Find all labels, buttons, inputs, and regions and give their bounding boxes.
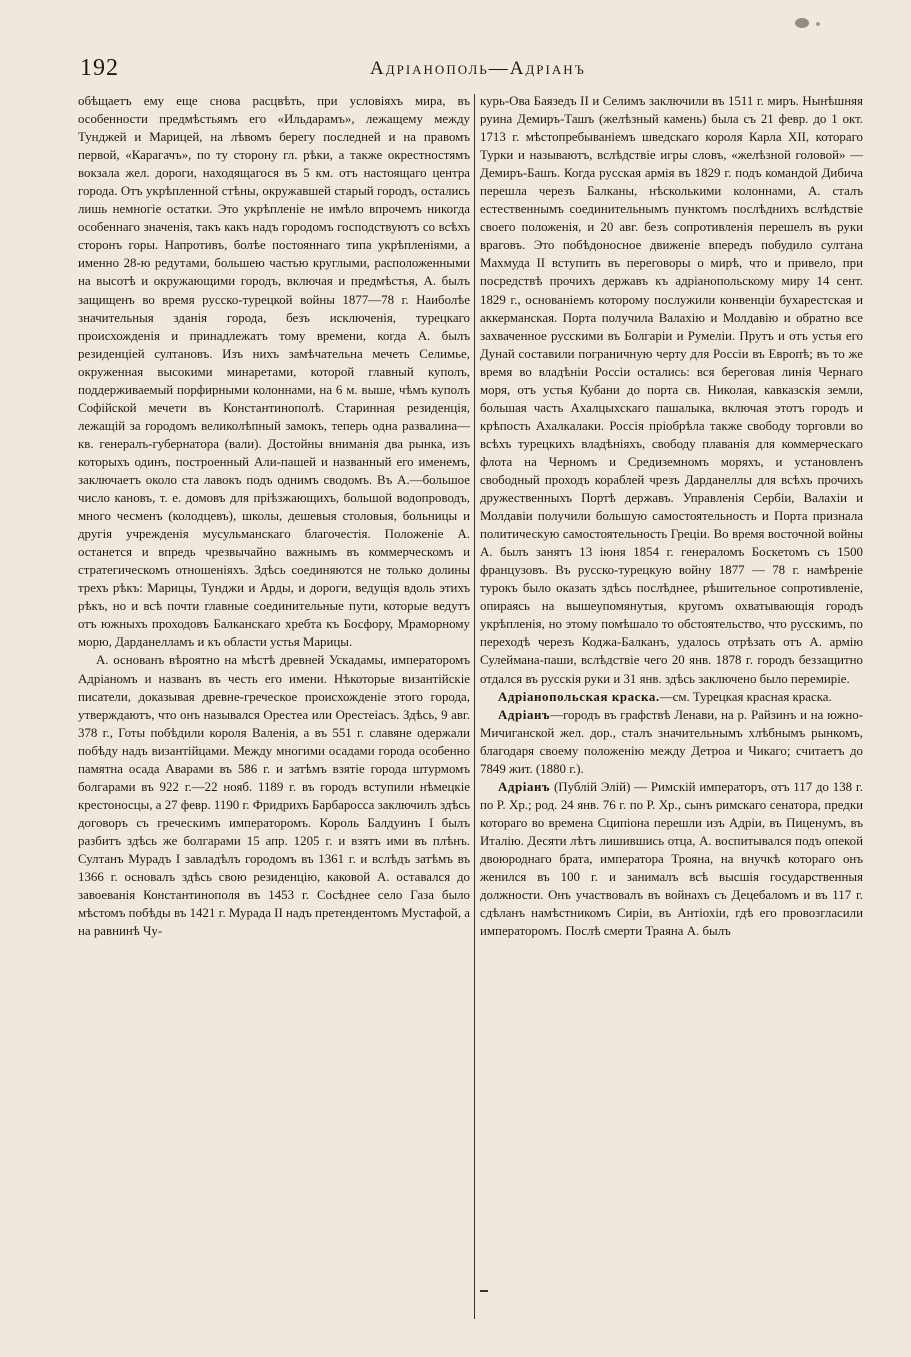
left-paragraph-2: А. основанъ вѣроятно на мѣстѣ древней Ускадамы, императоромъ Адріаномъ и названъ въ честь его имени. Нѣкоторые византійскіе писатели, доказывая древне-греческое происхожденіе этого города, утверждаютъ, что онъ назывался Орестеа или Орестеіасъ. Здѣсь, 9 авг. 378 г., Готы побѣдили короля Валенія, а въ 551 г. славяне одержали побѣду надъ византійцами. Между многими осадами города особенно памятна осада Аварами въ 586 г. и затѣмъ взятіе города штурмомъ болгарами въ 922 г.—22 нояб. 1189 г. въ городъ вступили нѣмецкіе крестоносцы, а 27 февр. 1190 г. Фридрихъ Барбаросса заключилъ здѣсь договоръ съ греческимъ императоромъ. Король Балдуинъ I былъ разбитъ здѣсь же болгарами 15 апр. 1205 г. и взятъ ими въ плѣнъ. Султанъ Мурадъ I завладѣлъ городомъ въ 1361 г. и вслѣдъ затѣмъ въ 1366 г. основалъ здѣсь свою резиденцію, каковой А. оставался до завоеванія Константинополя въ 1453 г. Сосѣднее село Газа было мѣстомъ побѣды въ 1421 г. Мурада II надъ претендентомъ Мустафой, а на равнинѣ Чу- — [78, 653, 470, 939]
entry-term: Адріанопольская краска. — [498, 689, 660, 704]
page-header — [80, 55, 830, 85]
entry-adrian-emperor — [480, 778, 863, 940]
entry-text: (Публій Элій) — Римскій императоръ, отъ 117 до 138 г. по Р. Хр.; род. 24 янв. 76 г. по Р. Хр., сынъ римскаго сенатора, предки котораго во времена Сципіона перешли изъ Адріи, въ Пиценумъ, въ Италію. Десяти лѣтъ лишившись отца, А. воспитывался подъ опекой двоюроднаго брата, императора Трояна, на внучкѣ котораго онъ женился въ 100 г. и занималъ всѣ высшія государственныя должности. Онъ участвовалъ въ войнахъ съ Децебаломъ и въ 117 г. сдѣланъ намѣстникомъ Сиріи, въ Антіохіи, гдѣ его провозгласили императоромъ. Послѣ смерти Траяна А. былъ — [480, 779, 863, 939]
running-title: Адріанополь—Адріанъ — [370, 58, 586, 79]
footer-mark — [480, 1290, 488, 1292]
right-column — [480, 92, 863, 940]
column-divider — [474, 94, 475, 1319]
ink-dot — [816, 22, 820, 26]
entry-adrian-city — [480, 706, 863, 778]
entry-text: —городъ въ графствѣ Ленави, на р. Райзинъ и на южно-Мичиганской жел. дор., сталъ значительнымъ хлѣбнымъ рынкомъ, благодаря своему положенію между Детроа и Чикаго; считаетъ до 7849 жит. (1880 г.). — [480, 707, 863, 776]
entry-adrianopolskaya-kraska — [480, 688, 863, 706]
right-paragraph-1: курь-Ова Баязедъ II и Селимъ заключили въ 1511 г. миръ. Нынѣшняя руина Демиръ-Ташъ (желѣзный камень) была съ 21 февр. до 1 окт. 1713 г. мѣстопребываніемъ шведскаго короля Карла XII, котораго Турки и называютъ, вслѣдствіе игры словъ, «желѣзной головой» — Демиръ-Башъ. Когда русская армія въ 1829 г. подъ командой Дибича перешла черезъ Балканы, нѣсколькими колоннами, А. сталъ естественнымъ соединительнымъ пунктомъ послѣднихъ вслѣдствіе своего положенія, и 20 авг. безъ сопротивленія перешелъ въ руки враговъ. Это побѣдоносное движеніе впередъ побудило султана Махмуда II вступить въ переговоры о мирѣ, что и привело, при посредствѣ прочихъ державъ къ адріанопольскому миру 14 сент. 1829 г., основаніемъ которому послужили конвенціи бухарестская и аккерманская. Порта получила Валахію и Молдавію и обратно все захваченное русскими въ Болгаріи и Румеліи. Прутъ и отъ устья его Дунай составили пограничную черту для Россіи въ Европѣ; въ то же время во владѣніи Россіи остались: вся береговая линія Чернаго моря, отъ устья Кубани до порта св. Николая, кавказскія земли, большая часть Ахалцыхскаго пашалыка, включая этотъ городъ и крѣпость Ахалкалаки. Россія пріобрѣла также свободу торговли во всѣхъ турецкихъ владѣніяхъ, свободу плаванія для коммерческаго флота на Черномъ и Средиземномъ моряхъ, и установленъ свободный проходъ кораблей чрезъ Дарданеллы для всѣхъ прочихъ дружественныхъ Портѣ державъ. Управленія Сербіи, Валахіи и Молдавіи получили большую самостоятельность и Порта признала политическую самостоятельность Греціи. Во время восточной войны А. былъ занятъ 13 іюня 1854 г. генераломъ Боскетомъ съ 1500 французовъ. Въ русско-турецкую войну 1877 — 78 г. намѣреніе турокъ было оказать здѣсь послѣднее, рѣшительное сопротивленіе, опираясь на вышеупомянутыя, кругомъ охватывающія городъ укрѣпленія, но этому помѣшало то обстоятельство, что русскимъ, по переходѣ черезъ Коджа-Балканъ, удалось отрѣзать отъ А. армію Сулеймана-паши, вслѣдствіе чего 20 янв. 1878 г. городъ беззащитно отдался въ русскія руки и 31 янв. здѣсь заключено было перемиріе. — [480, 94, 863, 686]
left-paragraph-1: обѣщаетъ ему еще снова расцвѣть, при условіяхъ мира, въ особенности предмѣстьямъ его «Ильдарамъ», лежащему между Тунджей и Марицей, на лѣвомъ берегу последней и на правомъ первой, «Карагачъ», по ту сторону гл. рѣки, а также окрестностямъ вокзала жел. дороги, находящагося въ 5 км. отъ настоящаго центра города. Отъ укрѣпленной стѣны, окружавшей старый городъ, остались лишь немногіе остатки. Это укрѣпленіе не имѣло впрочемъ никогда особеннаго значенія, такъ какъ надъ городомъ господствуютъ со всѣхъ сторонъ горы. Напротивъ, болѣе постояннаго типа укрѣпленіями, а именно 28-ю редутами, большею частью круглыми, расположенными на высотѣ и окружающими городъ, включая и предмѣстья, А. былъ защищенъ во время русско-турецкой войны 1877—78 г. Наиболѣе значительныя зданія города, безъ исключенія, турецкаго происхожденія и принадлежатъ тому времени, когда А. былъ резиденціей султановъ. Изъ нихъ замѣчательна мечеть Селимье, окруженная высокими минаретами, которой главный куполъ, поддерживаемый порфирными колоннами, на 6 м. выше, чѣмъ куполъ Софійской мечети въ Константинополѣ. Старинная резиденція, лежащій за городомъ великолѣпный замокъ, теперь одна развалина—кв. генералъ-губернатора (вали). Достойны вниманія два рынка, изъ которыхъ одинъ, построенный Али-пашей и названный его именемъ, заключаетъ около ста лавокъ подъ однимъ сводомъ. Въ А.—большое число кановъ, т. е. домовъ для пріѣзжающихъ, большой водопроводъ, много чесменъ (колодцевъ), школы, дешевыя столовыя, больницы и другія учрежденія мусульманскаго благочестія. Положеніе А. останется и впредь чрезвычайно важнымъ въ коммерческомъ и стратегическомъ отношеніяхъ. Здѣсь соединяются не только долины трехъ рѣкъ: Марицы, Тунджи и Арды, и дороги, ведущія вдоль этихъ рѣкъ, но и всѣ почти главные соединительные пути, которые ведутъ отъ южныхъ проходовъ Балканскаго хребта къ Босфору, Мраморному морю, Дарданелламъ и къ области устья Марицы. — [78, 94, 470, 650]
entry-term: Адріанъ — [498, 707, 551, 722]
left-column — [78, 92, 470, 940]
ink-spot — [795, 18, 809, 28]
entry-term: Адріанъ — [498, 779, 551, 794]
entry-text: —см. Турецкая красная краска. — [659, 689, 832, 704]
page-number: 192 — [80, 55, 119, 81]
